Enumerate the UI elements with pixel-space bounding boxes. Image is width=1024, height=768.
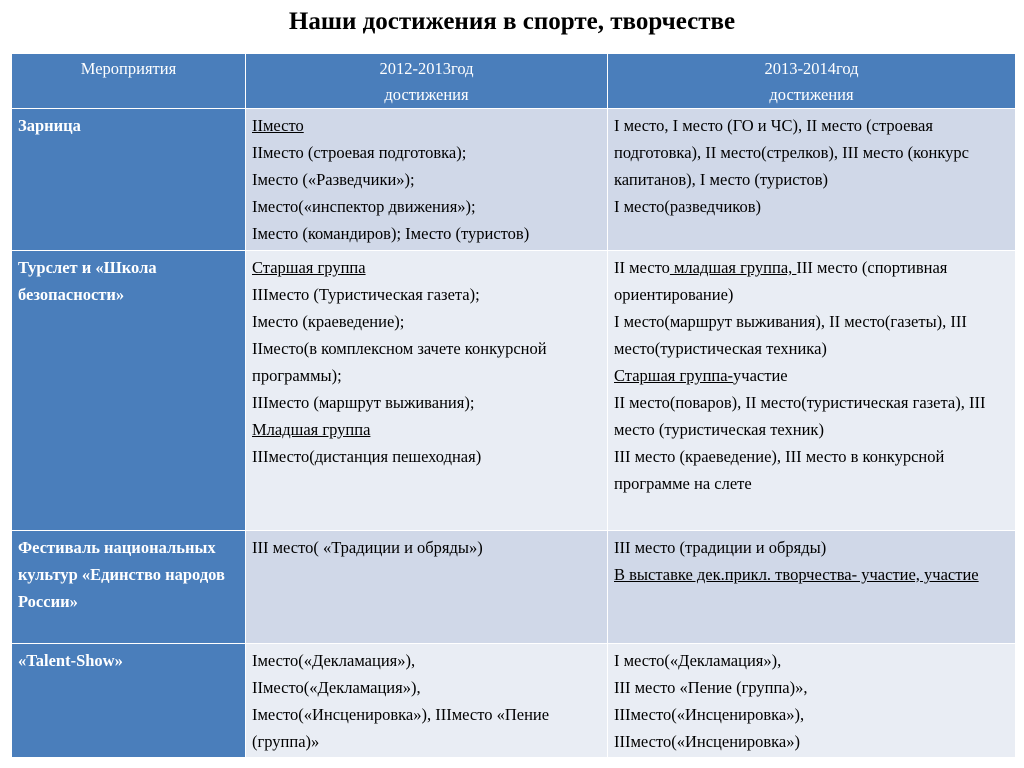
achievement-line: IIместо (строевая подготовка); (252, 143, 467, 162)
achievement-line: Iместо(«инспектор движения»); (252, 197, 476, 216)
achievement-line: IIIместо(«Инсценировка»), (614, 705, 805, 724)
event-name: Зарница (12, 109, 246, 251)
header-year-label: 2013-2014год (764, 59, 859, 78)
achievement-text: III место (спортивная ориентирование) (614, 258, 948, 304)
header-2013-2014 (608, 54, 1016, 109)
achievements-2013-2014 (608, 109, 1016, 251)
achievement-line: IIIместо(дистанция пешеходная) (252, 447, 482, 466)
achievement-line: I место, I место (ГО и ЧС), II место (строевая подготовка), II место(стрелков), III место (конкурс капитанов), I место (туристов) (614, 116, 969, 189)
achievement-line: IIместо(«Декламация»), (252, 678, 421, 697)
group-label: Старшая группа (252, 258, 366, 277)
table-row (12, 109, 1016, 251)
achievement-line: IIместо(в комплексном зачете конкурсной программы); (252, 339, 547, 385)
header-events-label: Мероприятия (80, 59, 177, 78)
achievements-2012-2013 (246, 644, 608, 758)
achievement-line: I место(маршрут выживания), II место(газеты), III место(туристическая техника) (614, 312, 967, 358)
achievement-line: II место(поваров), II место(туристическая газета), III место (туристическая техник) (614, 393, 986, 439)
achievement-text: II место (614, 258, 670, 277)
group-label: Младшая группа (252, 420, 371, 439)
group-label: младшая группа, (669, 258, 797, 277)
table-row (12, 531, 1016, 644)
achievements-2012-2013 (246, 251, 608, 531)
achievement-line: I место(разведчиков) (614, 197, 761, 216)
achievements-2013-2014 (608, 531, 1016, 644)
achievement-line: IIIместо(«Инсценировка») (614, 732, 800, 751)
achievement-line: III место( «Традиции и обряды») (252, 538, 483, 557)
achievements-table (11, 53, 1016, 758)
header-year-label: 2012-2013год (379, 59, 474, 78)
header-achievements-label: достижения (384, 85, 469, 104)
achievement-line (614, 362, 1009, 389)
achievement-line: Iместо(«Инсценировка»), IIIместо «Пение (группа)» (252, 705, 550, 751)
achievement-line: IIIместо (Туристическая газета); (252, 285, 480, 304)
achievement-line: В выставке дек.прикл. творчества- участие, участие (614, 565, 979, 584)
achievement-line: III место (краеведение), III место в конкурсной программе на слете (614, 447, 945, 493)
achievement-line: Iместо («Разведчики»); (252, 170, 415, 189)
achievement-line: III место «Пение (группа)», (614, 678, 808, 697)
achievement-line: Iместо (командиров); Iместо (туристов) (252, 224, 530, 243)
event-name: «Talent-Show» (12, 644, 246, 758)
achievements-2012-2013 (246, 109, 608, 251)
achievement-line (614, 254, 1009, 308)
achievement-line: IIIместо (маршрут выживания); (252, 393, 475, 412)
achievement-line: III место (традиции и обряды) (614, 538, 827, 557)
header-events (12, 54, 246, 109)
achievement-line: Iместо (краеведение); (252, 312, 405, 331)
header-achievements-label: достижения (769, 85, 854, 104)
achievements-2013-2014 (608, 251, 1016, 531)
achievement-text: участие (733, 366, 788, 385)
event-name: Фестиваль национальных культур «Единство народов России» (12, 531, 246, 644)
achievements-2013-2014 (608, 644, 1016, 758)
achievement-line: I место(«Декламация»), (614, 651, 782, 670)
achievement-line: Iместо(«Декламация»), (252, 651, 416, 670)
achievements-2012-2013 (246, 531, 608, 644)
group-label: Старшая группа- (614, 366, 734, 385)
achievement-line: IIместо (252, 116, 304, 135)
header-2012-2013 (246, 54, 608, 109)
table-row (12, 251, 1016, 531)
page-title: Наши достижения в спорте, творчестве (288, 8, 736, 35)
table-header-row (12, 54, 1016, 109)
table-row (12, 644, 1016, 758)
event-name: Турслет и «Школа безопасности» (12, 251, 246, 531)
